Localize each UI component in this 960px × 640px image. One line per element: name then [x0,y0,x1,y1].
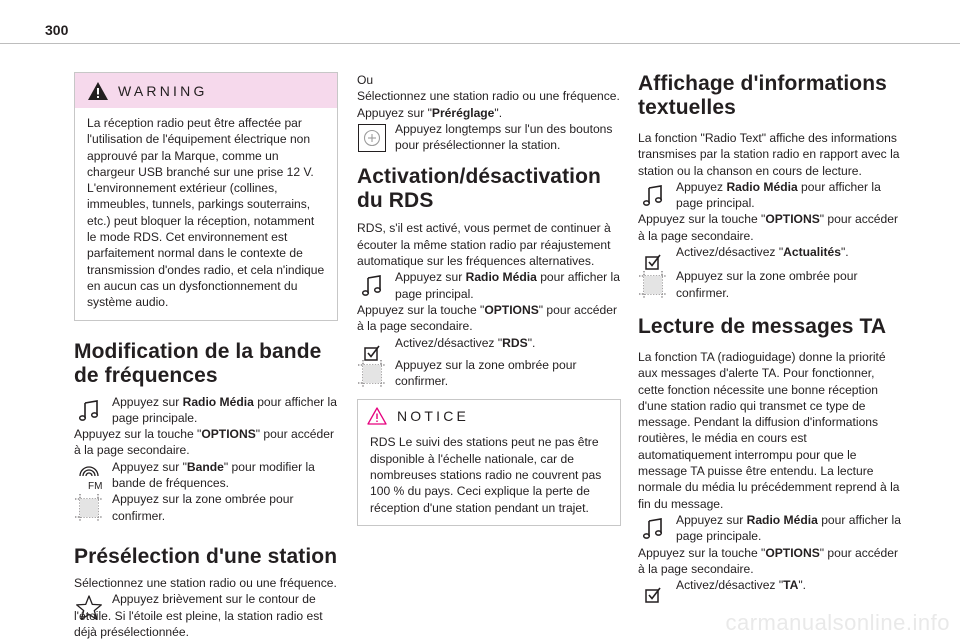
step-confirm: Appuyez sur la zone ombrée pour confirmer. [74,491,338,524]
step-confirm: Appuyez sur la zone ombrée pour confirmer. [357,357,621,390]
step-radio-media: Appuyez sur Radio Média pour afficher la page principal. [357,269,621,302]
step-long-press: Appuyez longtemps sur l'un des boutons pour présélectionner la station. [357,121,621,154]
watermark: carmanualsonline.info [725,610,950,635]
notice-header [358,400,620,432]
fm-label: FM [88,480,103,491]
step-rds-toggle: Activez/désactivez "RDS". [357,335,621,351]
column-2: Ou Sélectionnez une station radio ou une fréquence. Appuyez sur "Préréglage". Appuyez longtemps sur l'un des boutons pour présélectionner la station. Activation/désactivation du RDS RDS, s'il est activé, vous permet de continuer à écouter la même station radio par réajustement automatique sur les fréquences alternatives. Appuyez sur Radio Média pour afficher la page principal. Appuyez sur la touche "OPTIONS" pour accéder à la page secondaire. Activez/désactivez "RDS". Appuyez sur la zone ombrée pour confirmer. NOTICE RDS Le suivi des stations peut ne pas être disponible à l'échelle nationale, car de nombreuses stations radio ne couvrent pas 100 % du pays. Ceci explique la perte de réception d'une station pendant un trajet. [357,72,621,526]
warning-box [74,72,338,321]
section-title-rds: Activation/désactivation du RDS [357,165,601,213]
star-icon [74,593,104,623]
step-radio-media: Appuyez sur Radio Média pour afficher la page principale. [638,512,902,545]
notice-box [357,399,621,525]
shaded-zone-icon [357,359,387,389]
column-1: WARNING La réception radio peut être affectée par l'utilisation de l'équipement électrique non approuvé par la Marque, comme un chargeur USB branché sur une prise 12 V. L'environnement extérieur (collines, immeubles, tunnels, parkings souterrains, etc.) peut bloquer la réception, notamment le mode RDS. Cet environnement est parfaitement normal dans le contexte de transmission d'ondes radio, et cela n'indique en aucun cas un dysfonctionnement du système audio. Modification de la bande de fréquences Appuyez sur Radio Média pour afficher la page principale. Appuyez sur la touche "OPTIONS" pour accéder à la page secondaire. FM Appuyez sur "Bande" pour modifier la bande de fréquences. Appuyez sur la zone ombrée pour confirmer. Présélection d'une station Sélectionnez une station radio ou une fréquence. Appuyez brièvement sur le contour de l'étoile. Si l'étoile est pleine, la station radio est déjà présélectionnée. [74,72,338,640]
shaded-zone-icon [74,493,104,523]
music-note-icon [74,396,104,426]
warning-text: La réception radio peut être affectée par l'utilisation de l'équipement électrique non approuvé par la Marque, comme un chargeur USB branché sur une prise 12 V. L'environnement extérieur (collines, immeubles, tunnels, parkings souterrains, etc.) peut bloquer la réception, notamment le mode RDS. Cet environnement est parfaitement normal dans le contexte de transmission d'ondes radio, et cela n'indique en aucun cas un dysfonctionnement du système audio. [87,116,325,310]
header-rule [0,43,960,44]
checkbox-icon [638,579,668,609]
step-star: Appuyez brièvement sur le contour de l'étoile. Si l'étoile est pleine, la station radio est déjà présélectionnée. [74,592,323,639]
step-news-toggle: Activez/désactivez "Actualités". [638,244,902,260]
warning-triangle-icon [88,82,108,100]
step-ta-toggle: Activez/désactivez "TA". [638,577,902,593]
step-band: FM Appuyez sur "Bande" pour modifier la bande de fréquences. [74,459,338,492]
music-note-icon [357,271,387,301]
step-confirm: Appuyez sur la zone ombrée pour confirmer. [638,268,902,301]
section-title-ta: Lecture de messages TA [638,314,887,338]
step-radio-media: Appuyez Radio Média pour afficher la page principal. [638,179,902,212]
section-title-band: Modification de la bande de fréquences [74,339,322,387]
notice-text: RDS Le suivi des stations peut ne pas être disponible à l'échelle nationale, car de nombreuses stations radio ne couvrent pas 100 % du pays. Ceci explique la perte de réception d'une station pendant un trajet. [370,435,602,515]
section-title-radiotext: Affichage d'informations textuelles [638,72,887,119]
warning-title: WARNING [118,82,208,99]
add-preset-icon [357,123,387,153]
notice-title: NOTICE [397,408,470,425]
music-note-icon [638,514,668,544]
page-number: 300 [45,22,69,38]
warning-header [75,73,337,108]
shaded-zone-icon [638,270,668,300]
step-radio-media: Appuyez sur Radio Média pour afficher la page principale. [74,394,338,427]
section-title-preset: Présélection d'une station [74,544,338,568]
column-3: Affichage d'informations textuelles La fonction "Radio Text" affiche des informations transmises par la station radio en rapport avec la station ou la chanson en cours de lecture. Appuyez Radio Média pour afficher la page principal. Appuyez sur la touche "OPTIONS" pour accéder à la page secondaire. Activez/désactivez "Actualités". Appuyez sur la zone ombrée pour confirmer. Lecture de messages TA La fonction TA (radioguidage) donne la priorité aux messages d'alerte TA. Pour fonctionner, cette fonction nécessite une bonne réception d'une station radio qui transmet ce type de message. Pendant la diffusion d'informations routières, le média en cours est automatiquement interrompu pour que le message TA puisse être entendu. La lecture normale du média lu précédemment reprend à la fin du message. Appuyez sur Radio Média pour afficher la page principale. Appuyez sur la touche "OPTIONS" pour accéder à la page secondaire. Activez/désactivez "TA". [638,72,902,593]
options-line: Appuyez sur la touche "OPTIONS" pour accéder à la page secondaire. [74,427,335,458]
music-note-icon [638,181,668,211]
fm-radio-icon [74,461,104,491]
notice-triangle-icon [367,407,387,425]
